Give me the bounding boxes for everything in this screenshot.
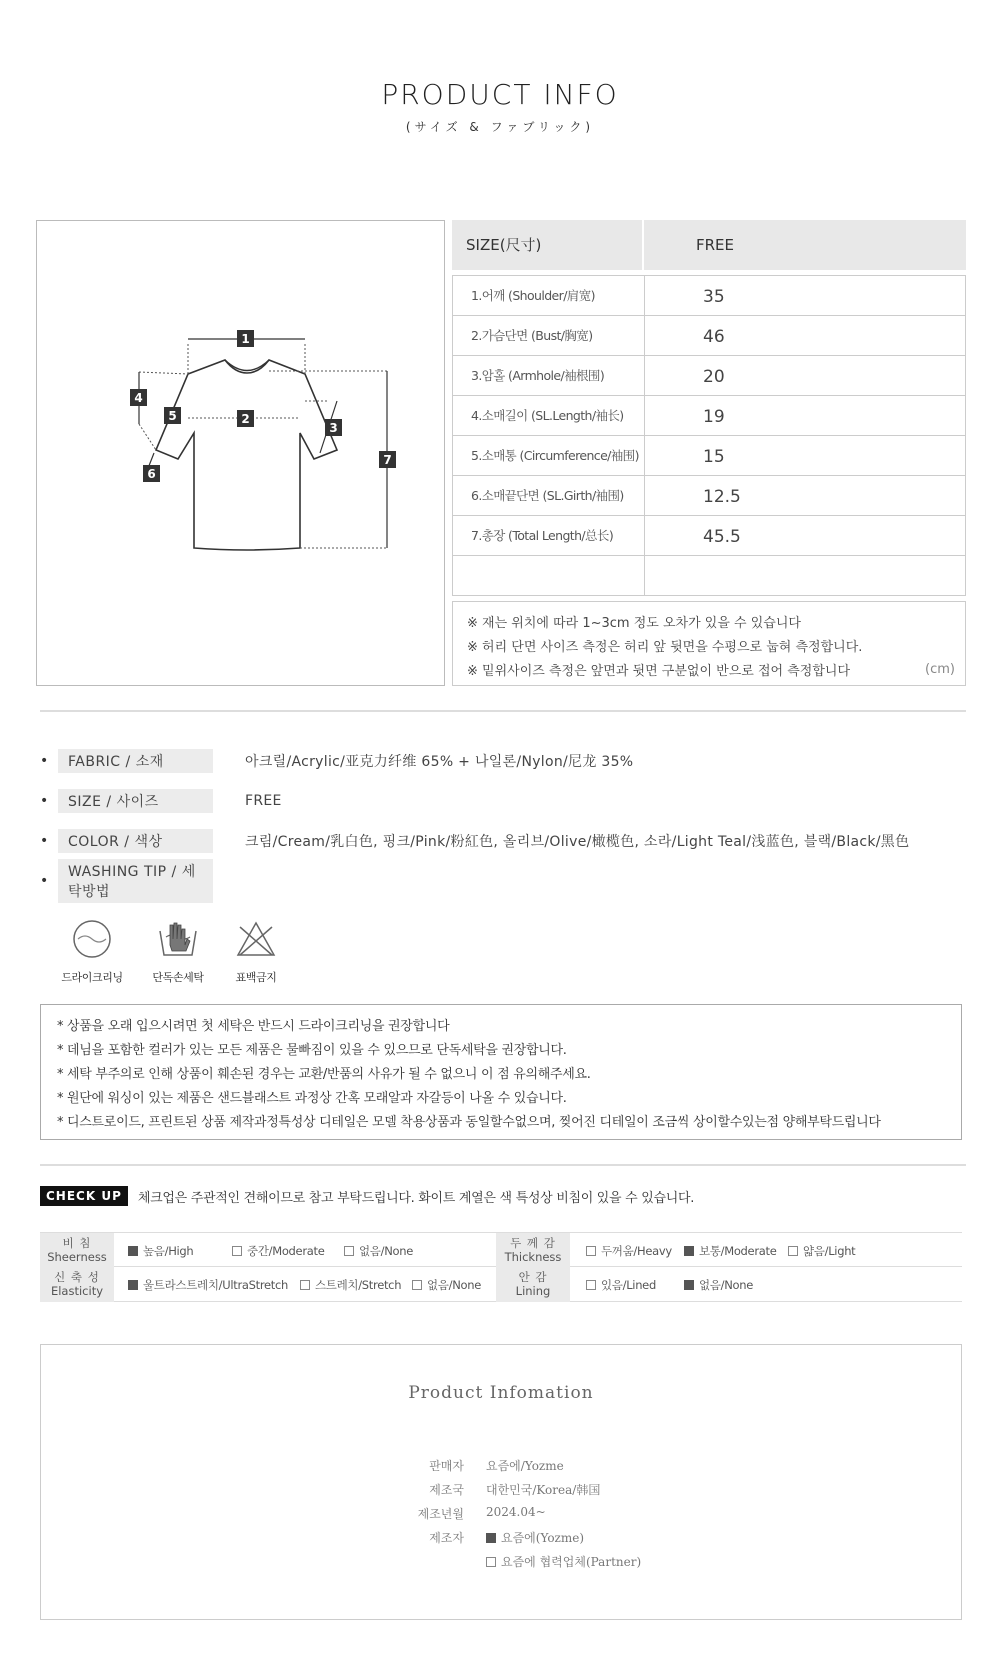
dry-clean-icon <box>70 917 114 961</box>
tshirt-diagram-icon <box>37 221 446 687</box>
size-row-value: 35 <box>703 287 725 307</box>
info-value-text: 요즘에 협력업체(Partner) <box>501 1555 642 1569</box>
measurement-notes <box>452 601 966 686</box>
checkup-row <box>40 1186 694 1206</box>
divider <box>40 710 966 712</box>
size-row <box>452 316 966 356</box>
no-bleach-icon <box>234 917 278 961</box>
property-label-ko: 비 침 <box>62 1236 92 1250</box>
size-table-header <box>452 220 966 270</box>
bullet-icon: • <box>40 833 49 849</box>
size-row-value: 45.5 <box>703 527 741 547</box>
option <box>300 1277 401 1293</box>
checkbox-icon <box>300 1280 310 1290</box>
marker-6: 6 <box>147 467 156 481</box>
checkbox-icon <box>586 1280 596 1290</box>
option <box>344 1243 413 1259</box>
spec-label: WASHING TIP / 세탁방법 <box>58 859 213 903</box>
info-key: 판매자 <box>429 1459 464 1473</box>
marker-1: 1 <box>241 332 250 346</box>
info-value: 대한민국/Korea/韩国 <box>486 1483 601 1497</box>
size-row <box>452 516 966 556</box>
info-value: 2024.04~ <box>486 1505 546 1519</box>
size-row-label: 1.어깨 (Shoulder/肩宽) <box>453 276 645 315</box>
size-row-empty <box>452 556 966 596</box>
option <box>412 1277 481 1293</box>
tip-line: * 디스트로이드, 프린트된 상품 제작과정특성상 디테일은 모델 착용상품과 동일할수없으며, 찢어진 디테일이 조금씩 상이할수있는점 양해부탁드립니다 <box>57 1115 881 1130</box>
checkbox-icon <box>412 1280 422 1290</box>
property-label-ko: 두 께 감 <box>510 1236 556 1250</box>
option <box>586 1277 656 1293</box>
property-label-ko: 신 축 성 <box>54 1270 100 1284</box>
option <box>684 1277 753 1293</box>
info-key: 제조자 <box>429 1531 464 1545</box>
washing-label: 드라이크리닝 <box>61 971 123 984</box>
property-label-en: Lining <box>515 1284 551 1298</box>
checked-box-icon <box>486 1533 496 1543</box>
marker-5: 5 <box>168 409 177 423</box>
note-line: ※ 재는 위치에 따라 1~3cm 정도 오차가 있을 수 있습니다 <box>467 616 801 631</box>
marker-4: 4 <box>134 391 143 405</box>
marker-7: 7 <box>383 453 392 467</box>
info-key: 제조국 <box>429 1483 464 1497</box>
bullet-icon: • <box>40 793 49 809</box>
page-subtitle: (サイズ & ファブリック) <box>405 120 595 134</box>
washing-label: 단독손세탁 <box>152 971 204 984</box>
spec-label: FABRIC / 소재 <box>58 749 213 773</box>
option <box>128 1243 193 1259</box>
option <box>788 1243 855 1259</box>
size-head-label: SIZE(尺寸) <box>452 220 642 270</box>
size-row-value: 19 <box>703 407 725 427</box>
spec-fabric <box>40 748 633 774</box>
checked-box-icon <box>684 1246 694 1256</box>
elasticity-label <box>40 1267 114 1302</box>
checked-box-icon <box>128 1246 138 1256</box>
checkbox-icon <box>486 1557 496 1567</box>
size-row-label: 6.소매끝단면 (SL.Girth/袖围) <box>453 476 645 515</box>
size-row-label: 3.암홀 (Armhole/袖根围) <box>453 356 645 395</box>
spec-value: FREE <box>245 793 282 809</box>
divider <box>40 1164 966 1166</box>
size-row-label: 4.소매길이 (SL.Length/袖长) <box>453 396 645 435</box>
property-row <box>40 1267 962 1302</box>
size-row-value: 12.5 <box>703 487 741 507</box>
size-head-value: FREE <box>644 220 966 270</box>
property-label-en: Elasticity <box>50 1284 104 1298</box>
product-information <box>40 1344 962 1620</box>
product-info-title: Product Infomation <box>408 1383 594 1403</box>
info-value-text: 요즘에(Yozme) <box>501 1531 585 1545</box>
size-row-value: 20 <box>703 367 725 387</box>
bullet-icon: • <box>40 753 49 769</box>
tip-line: * 상품을 오래 입으시려면 첫 세탁은 반드시 드라이크리닝을 권장합니다 <box>57 1019 450 1034</box>
sheerness-label <box>40 1233 114 1268</box>
washing-label: 표백금지 <box>235 971 277 984</box>
spec-size <box>40 788 282 814</box>
fabric-properties <box>40 1232 962 1302</box>
tip-line: * 원단에 워싱이 있는 제품은 샌드블래스트 과정상 간혹 모래알과 자갈등이 나올 수 있습니다. <box>57 1091 567 1106</box>
spec-color <box>40 828 909 854</box>
option-label: 보통/Moderate <box>699 1244 777 1258</box>
hand-wash-icon <box>156 917 200 961</box>
property-label-en: Sheerness <box>47 1250 107 1264</box>
info-key: 제조년월 <box>417 1507 464 1521</box>
option-label: 울트라스트레치/UltraStretch <box>143 1278 289 1292</box>
checkup-badge: CHECK UP <box>40 1186 128 1206</box>
washing-item <box>52 917 132 985</box>
marker-3: 3 <box>329 421 338 435</box>
option-label: 없음/None <box>699 1278 753 1292</box>
property-row <box>40 1232 962 1267</box>
bullet-icon: • <box>40 873 49 889</box>
option-label: 없음/None <box>427 1278 481 1292</box>
size-row-label <box>453 556 645 595</box>
note-line: ※ 허리 단면 사이즈 측정은 허리 앞 뒷면을 수평으로 눕혀 측정합니다. <box>467 640 863 655</box>
measurement-diagram <box>36 220 445 686</box>
property-label-ko: 안 감 <box>518 1270 548 1284</box>
option <box>684 1243 777 1259</box>
info-value <box>486 1553 641 1570</box>
option-label: 높음/High <box>143 1244 194 1258</box>
spec-washing <box>40 864 245 900</box>
size-row-label: 2.가슴단면 (Bust/胸宽) <box>453 316 645 355</box>
option-label: 중간/Moderate <box>247 1244 325 1258</box>
page-title: PRODUCT INFO <box>381 78 619 111</box>
checkbox-icon <box>344 1246 354 1256</box>
spec-value: 크림/Cream/乳白色, 핑크/Pink/粉紅色, 올리브/Olive/橄榄色, 소라/Light Teal/浅蓝色, 블랙/Black/黑色 <box>245 834 910 850</box>
property-label-en: Thickness <box>504 1250 562 1264</box>
option <box>586 1243 672 1259</box>
checked-box-icon <box>128 1280 138 1290</box>
washing-item <box>138 917 218 985</box>
checkbox-icon <box>586 1246 596 1256</box>
size-row <box>452 276 966 316</box>
size-row-label: 5.소매통 (Circumference/袖围) <box>453 436 645 475</box>
unit-label: (cm) <box>925 662 955 677</box>
size-row-value: 46 <box>703 327 725 347</box>
size-row <box>452 396 966 436</box>
size-row <box>452 356 966 396</box>
washing-item <box>216 917 296 985</box>
checkbox-icon <box>788 1246 798 1256</box>
option <box>232 1243 325 1259</box>
note-line: ※ 밑위사이즈 측정은 앞면과 뒷면 구분없이 반으로 접어 측정합니다 <box>467 664 851 679</box>
tip-line: * 데님을 포함한 컬러가 있는 모든 제품은 물빠짐이 있을 수 있으므로 단독세탁을 권장합니다. <box>57 1043 567 1058</box>
checkbox-icon <box>232 1246 242 1256</box>
info-value: 요즘에/Yozme <box>486 1459 564 1473</box>
option-label: 얇음/Light <box>803 1244 856 1258</box>
lining-label <box>496 1267 570 1302</box>
option-label: 두꺼움/Heavy <box>601 1244 672 1258</box>
care-tips <box>40 1004 962 1140</box>
size-row-value: 15 <box>703 447 725 467</box>
spec-value: 아크릴/Acrylic/亚克力纤维 65% + 나일론/Nylon/尼龙 35% <box>245 754 634 770</box>
option-label: 없음/None <box>359 1244 413 1258</box>
checked-box-icon <box>684 1280 694 1290</box>
checkup-text: 체크업은 주관적인 견해이므로 참고 부탁드립니다. 화이트 계열은 색 특성상 비침이 있을 수 있습니다. <box>137 1190 695 1206</box>
option <box>128 1277 288 1293</box>
size-row <box>452 476 966 516</box>
spec-label: SIZE / 사이즈 <box>58 789 213 813</box>
info-value <box>486 1529 584 1546</box>
size-row <box>452 436 966 476</box>
size-row-label: 7.총장 (Total Length/总长) <box>453 516 645 555</box>
marker-2: 2 <box>241 412 250 426</box>
size-table <box>452 220 966 596</box>
option-label: 있음/Lined <box>601 1278 656 1292</box>
spec-label: COLOR / 색상 <box>58 829 213 853</box>
size-row-value <box>645 556 965 595</box>
tip-line: * 세탁 부주의로 인해 상품이 훼손된 경우는 교환/반품의 사유가 될 수 없으니 이 점 유의해주세요. <box>57 1067 591 1082</box>
option-label: 스트레치/Stretch <box>315 1278 402 1292</box>
thickness-label <box>496 1233 570 1268</box>
